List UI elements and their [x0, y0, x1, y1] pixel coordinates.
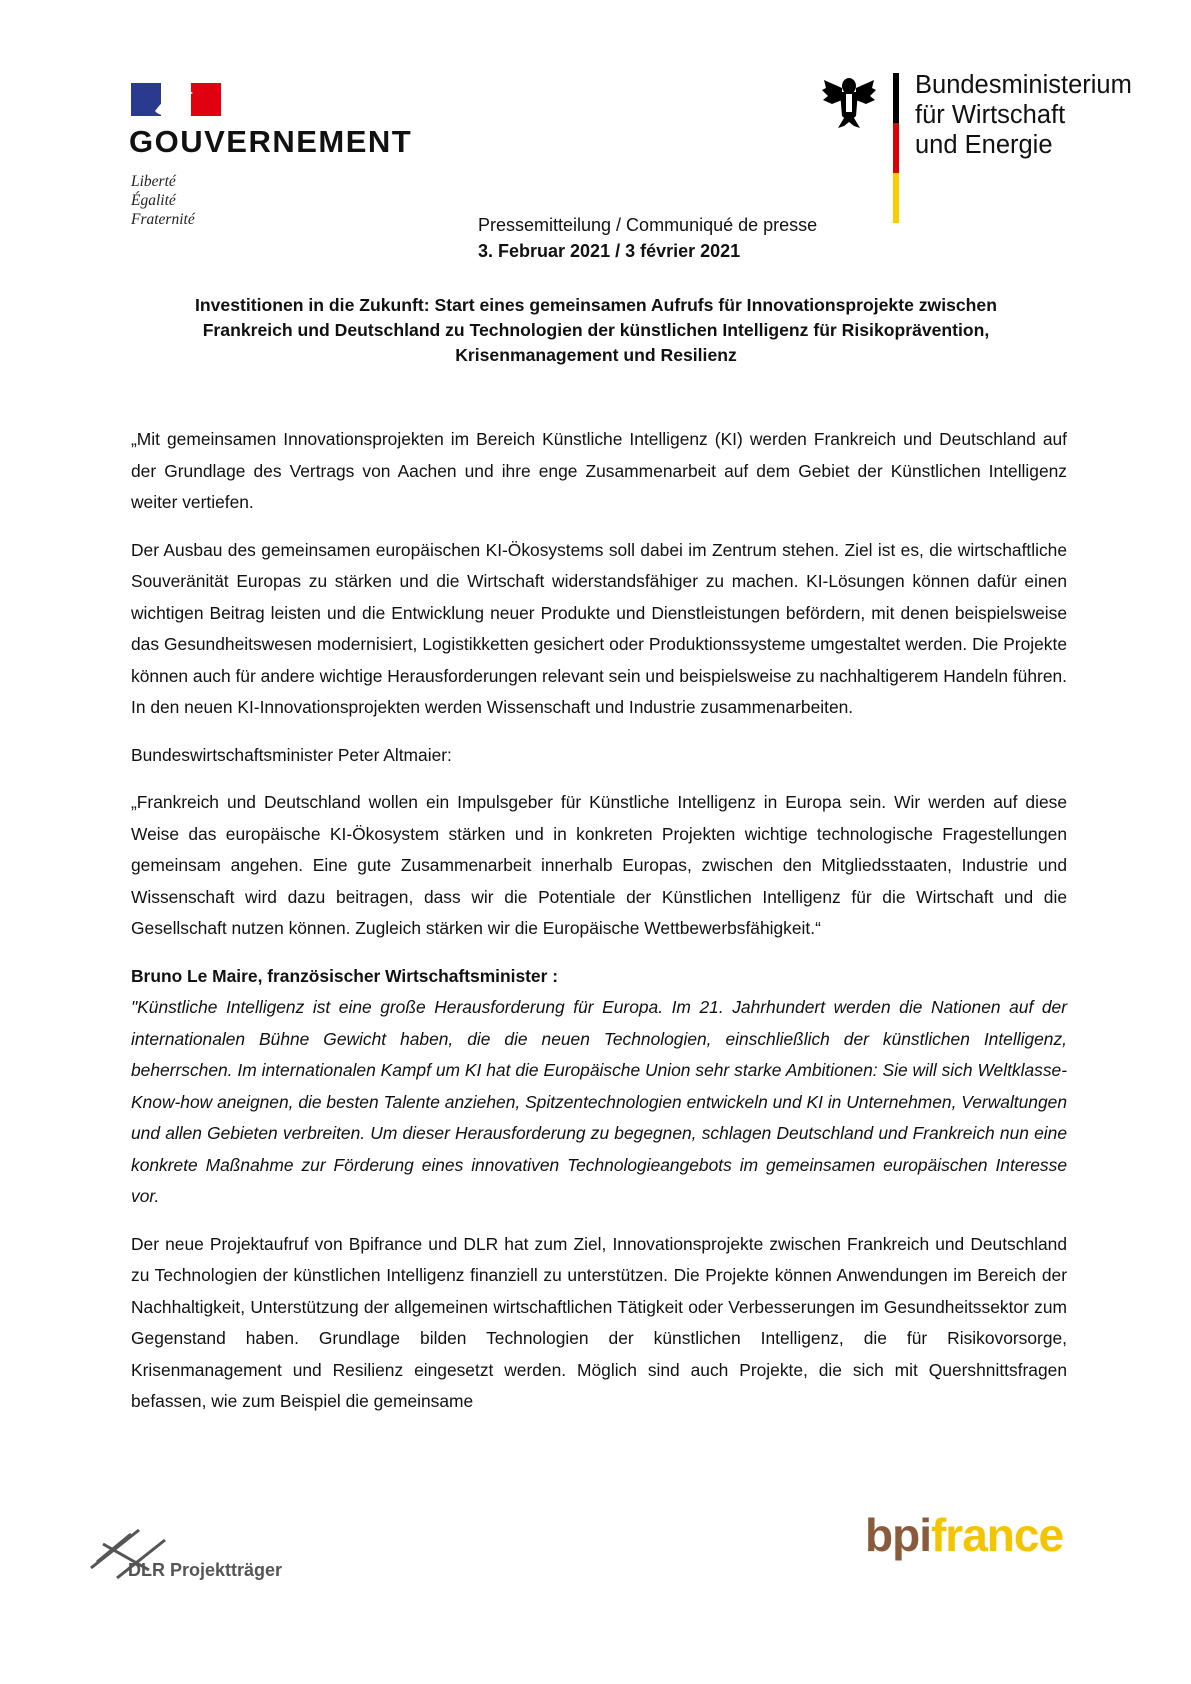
bmwi-line: und Energie	[915, 131, 1053, 159]
gouvernement-wordmark: GOUVERNEMENT	[129, 124, 413, 159]
title-line: Krisenmanagement und Resilienz	[455, 345, 737, 365]
motto-line: Égalité	[131, 192, 176, 209]
paragraph: „Mit gemeinsamen Innovationsprojekten im Bereich Künstliche Intelligenz (KI) werden Frankreich und Deutschland auf der Grundlage des Vertrags von Aachen und ihre enge Zusammenarbeit auf dem Gebiet der Künstlichen Intelligenz weiter vertiefen.	[131, 429, 1067, 512]
paragraph: Der neue Projektaufruf von Bpifrance und DLR hat zum Ziel, Innovationsprojekte zwischen Frankreich und Deutschland zu Technologien der künstlichen Intelligenz finanziell zu unterstützen. Die Projekte können Anwendungen im Bereich der Nachhaltigkeit, Unterstützung der allgemeinen wirtschaftlichen Tätigkeit oder Verbesserungen im Gesundheitssektor zum Gegenstand haben. Grundlage bilden Technologien der künstlichen Intelligenz, die für Risikovorsorge, Krisenmanagement und Resilienz eingesetzt werden. Möglich sind auch Projekte, die sich mit Quershnittsfragen befassen, wie zum Beispiel die gemeinsame	[131, 1233, 1067, 1411]
press-release-date: 3. Februar 2021 / 3 février 2021	[478, 241, 741, 261]
paragraph: Der Ausbau des gemeinsamen europäischen KI-Ökosystems soll dabei im Zentrum stehen. Ziel ist es, die wirtschaftliche Souveränität Europas zu stärken und die Wirtschaft widerstandsfähiger zu machen. KI-Lösungen können dafür einen wichtigen Beitrag leisten und die Entwicklung neuer Produkte und Dienstleistungen befördern, mit denen beispielsweise das Gesundheitswesen modernisiert, Logistikketten gesichert oder Produktionssysteme umgestaltet werden. Die Projekte können auch für andere wichtige Herausforderungen relevant sein und beispielsweise zu nachhaltigerem Handeln führen. In den neuen KI-Innovationsprojekten werden Wissenschaft und Industrie zusammenarbeiten.	[131, 539, 1067, 717]
bpi-wordmark-part: bpi	[865, 1509, 931, 1561]
motto-line: Liberté	[131, 173, 176, 190]
bmwi-line: für Wirtschaft	[915, 101, 1066, 129]
speaker-heading: Bruno Le Maire, französischer Wirtschaftsminister :	[131, 965, 558, 986]
quote-paragraph: „Frankreich und Deutschland wollen ein Impulsgeber für Künstliche Intelligenz in Europa sein. Wir werden auf diese Weise das europäische KI-Ökosystem stärken und in konkreten Projekten wichtige technologische Fragestellungen gemeinsam angehen. Eine gute Zusammenarbeit innerhalb Europas, zwischen den Mitgliedsstaaten, Industrie und Wissenschaft wird dazu beitragen, dass wir die Potentiale der Künstlichen Intelligenz für die Wirtschaft und die Gesellschaft nutzen können. Zugleich stärken wir die Europäische Wettbewerbsfähigkeit.“	[131, 792, 1067, 938]
title-line: Investitionen in die Zukunft: Start eines gemeinsamen Aufrufs für Innovationsprojekte zwischen	[195, 295, 997, 315]
motto-line: Fraternité	[131, 211, 195, 228]
dlr-wordmark: DLR Projektträger	[128, 1560, 283, 1580]
france-wordmark-part: france	[930, 1509, 1064, 1561]
republic-motto	[131, 172, 195, 229]
bmwi-wordmark	[915, 70, 1132, 160]
paragraph: Bundeswirtschaftsminister Peter Altmaier:	[131, 744, 452, 765]
quote-paragraph: "Künstliche Intelligenz ist eine große Herausforderung für Europa. Im 21. Jahrhundert werden die Nationen auf der internationalen Bühne Gewicht haben, die die neuen Technologien, einschließlich der künstlichen Intelligenz, beherrschen. Im internationalen Kampf um KI hat die Europäische Union sehr starke Ambitionen: Sie will sich Weltklasse-Know-how aneignen, die besten Talente anziehen, Spitzentechnologien entwickeln und KI in Unternehmen, Verwaltungen und allen Gebieten verbreiten. Um dieser Herausforderung zu begegnen, schlagen Deutschland und Frankreich nun eine konkrete Maßnahme zur Förderung eines innovativen Technologieangebots im gemeinsamen europäischen Interesse vor.	[131, 997, 1067, 1206]
article-body	[131, 424, 1067, 1434]
federal-eagle-icon	[820, 72, 878, 130]
title-line: Frankreich und Deutschland zu Technologien der künstlichen Intelligenz für Risikoprävention,	[202, 320, 990, 340]
bpifrance-logo	[865, 1508, 1063, 1562]
marianne-logo-icon	[131, 83, 221, 116]
press-release-type: Pressemitteilung / Communiqué de presse	[478, 215, 818, 235]
bmwi-line: Bundesministerium	[915, 71, 1132, 99]
page-title	[131, 293, 1061, 368]
german-flag-bar	[893, 73, 899, 223]
